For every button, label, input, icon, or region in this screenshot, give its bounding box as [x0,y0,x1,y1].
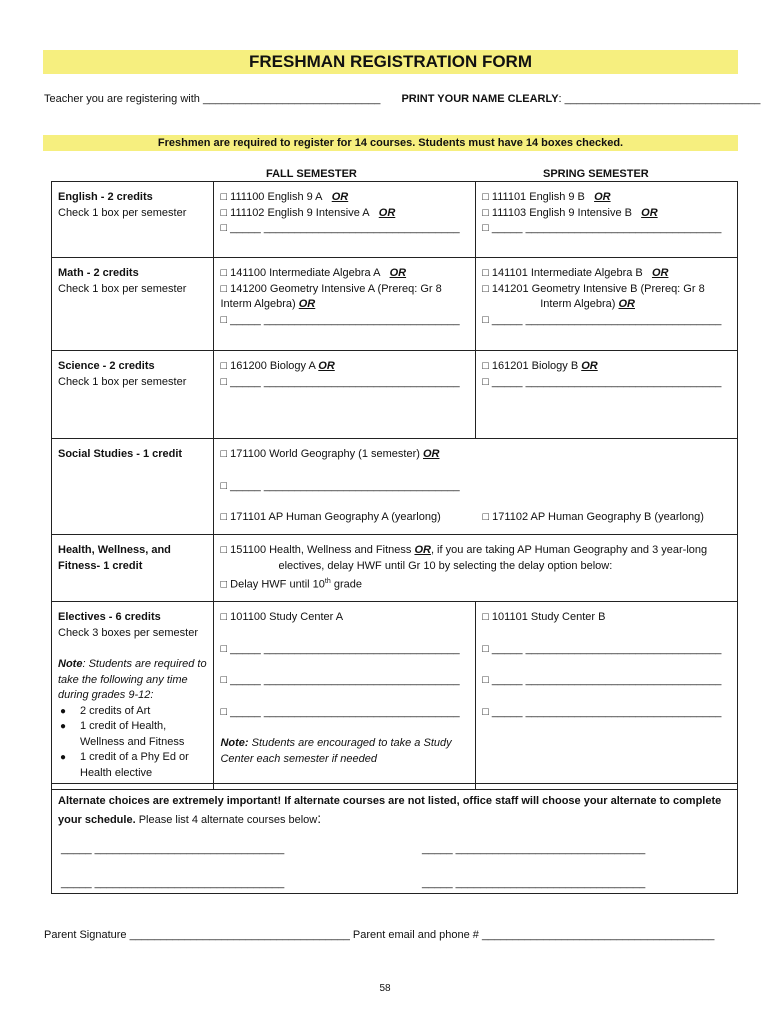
english-subject [52,182,214,258]
form-title: FRESHMAN REGISTRATION FORM [43,50,738,74]
checkbox-151100[interactable]: □ 151100 Health, Wellness and Fitness OR, if you are taking AP Human Geography and 3 year-long [220,544,708,556]
elective-spring-other-1[interactable]: □ _____ ________________________________ [482,642,722,655]
science-spring [476,351,738,439]
teacher-label: Teacher you are registering with _____________________________ [44,93,381,105]
electives-sub: Check 3 boxes per semester [58,626,199,639]
alternates-instructions: Alternate choices are extremely important! If alternate courses are not listed, office staff will choose your alternate to complete your schedule. Please list 4 alternate courses below: [58,795,722,826]
math-spring-other[interactable]: □ _____ ________________________________ [482,313,722,326]
checkbox-141200[interactable]: □ 141200 Geometry Intensive A (Prereq: Gr 8 [220,282,442,295]
social-subject [52,439,214,535]
requirement-item: ● 2 credits of Art [80,704,207,720]
print-name-blank[interactable]: : ________________________________ [558,93,761,105]
english-title: English - 2 credits [58,191,153,203]
social-options [214,439,738,535]
math-row [52,258,738,351]
checkbox-delay-hwf[interactable]: □ Delay HWF until 10th grade [220,578,362,591]
electives-requirements [58,704,207,782]
electives-note: Note: Students are required to take the following any time during grades 9-12: [58,658,207,702]
elective-fall-other-2[interactable]: □ _____ ________________________________ [220,674,460,687]
checkbox-111100[interactable]: □ 111100 English 9 A OR [220,191,349,203]
science-spring-other[interactable]: □ _____ ________________________________ [482,375,722,388]
english-sub: Check 1 box per semester [58,206,187,219]
checkbox-111103[interactable]: □ 111103 English 9 Intensive B OR [482,206,658,219]
electives-row [52,602,738,790]
health-subject [52,535,214,602]
health-row [52,535,738,602]
electives-fall [214,602,476,790]
alternate-2[interactable]: _____ _______________________________ [422,843,646,855]
health-title-1: Health, Wellness, and [58,544,171,556]
alternate-3[interactable]: _____ _______________________________ [61,877,285,889]
health-title-2: Fitness- 1 credit [58,559,143,572]
math-subject [52,258,214,351]
checkbox-171100[interactable]: □ 171100 World Geography (1 semester) OR [220,448,440,460]
checkbox-141101[interactable]: □ 141101 Intermediate Algebra B OR [482,267,669,279]
spring-semester-header: SPRING SEMESTER [543,168,649,180]
math-sub: Check 1 box per semester [58,282,187,295]
checkbox-161200[interactable]: □ 161200 Biology A OR [220,360,335,372]
alternates-box [51,783,738,894]
checkbox-101101[interactable]: □ 101101 Study Center B [482,611,606,624]
social-studies-row [52,439,738,535]
math-spring: □ 141101 Intermediate Algebra B OR □ 141201 Geometry Intensive B (Prereq: Gr 8 Interm Algebra) OR □ _____ ________________________________ [476,258,738,351]
fall-semester-header: FALL SEMESTER [266,168,357,180]
checkbox-141100[interactable]: □ 141100 Intermediate Algebra A OR [220,267,407,279]
electives-subject [52,602,214,790]
course-table [51,181,738,790]
checkbox-171101[interactable]: □ 171101 AP Human Geography A (yearlong) [220,511,441,523]
science-subject [52,351,214,439]
requirement-item: ● 1 credit of a Phy Ed or Health elective [80,750,207,781]
electives-spring [476,602,738,790]
science-fall-other[interactable]: □ _____ ________________________________ [220,375,460,388]
social-other[interactable]: □ _____ ________________________________ [220,479,460,492]
english-spring-other[interactable]: □ _____ ________________________________ [482,222,722,234]
electives-title: Electives - 6 credits [58,611,161,624]
english-fall-other[interactable]: □ _____ ________________________________ [220,222,460,234]
math-fall: □ 141100 Intermediate Algebra A OR □ 141200 Geometry Intensive A (Prereq: Gr 8 Interm Algebra) OR □ _____ ________________________________ [214,258,476,351]
parent-signature-line[interactable]: Parent Signature ____________________________________ Parent email and phone # ______________________________________ [44,929,715,941]
requirement-notice: Freshmen are required to register for 14 courses. Students must have 14 boxes checked. [43,135,738,151]
checkbox-111102[interactable]: □ 111102 English 9 Intensive A OR [220,206,396,219]
checkbox-161201[interactable]: □ 161201 Biology B OR [482,360,598,372]
checkbox-111101[interactable]: □ 111101 English 9 B OR [482,191,611,203]
teacher-name-line[interactable] [44,93,761,105]
science-fall [214,351,476,439]
checkbox-141201[interactable]: □ 141201 Geometry Intensive B (Prereq: Gr 8 [482,282,705,295]
math-fall-other[interactable]: □ _____ ________________________________ [220,313,460,326]
page-number: 58 [379,983,391,994]
alternate-4[interactable]: _____ _______________________________ [422,877,646,889]
checkbox-101100[interactable]: □ 101100 Study Center A [220,611,344,624]
checkbox-171102[interactable]: □ 171102 AP Human Geography B (yearlong) [482,511,704,523]
alternate-1[interactable]: _____ _______________________________ [61,843,285,855]
health-options [214,535,738,602]
science-title: Science - 2 credits [58,360,155,372]
science-row [52,351,738,439]
study-center-note: Note: Students are encouraged to take a Study Center each semester if needed [220,737,452,765]
english-row [52,182,738,258]
elective-spring-other-2[interactable]: □ _____ ________________________________ [482,674,722,687]
health-line-2: electives, delay HWF until Gr 10 by selecting the delay option below: [278,559,613,572]
elective-spring-other-3[interactable]: □ _____ ________________________________ [482,705,722,718]
elective-fall-other-3[interactable]: □ _____ ________________________________ [220,705,460,718]
english-fall [214,182,476,258]
social-title: Social Studies - 1 credit [58,448,183,460]
math-title: Math - 2 credits [58,267,139,279]
elective-fall-other-1[interactable]: □ _____ ________________________________ [220,642,460,655]
english-spring [476,182,738,258]
requirement-item: ● 1 credit of Health, Wellness and Fitness [80,719,207,750]
print-name-label: PRINT YOUR NAME CLEARLY [401,93,559,105]
science-sub: Check 1 box per semester [58,375,187,388]
